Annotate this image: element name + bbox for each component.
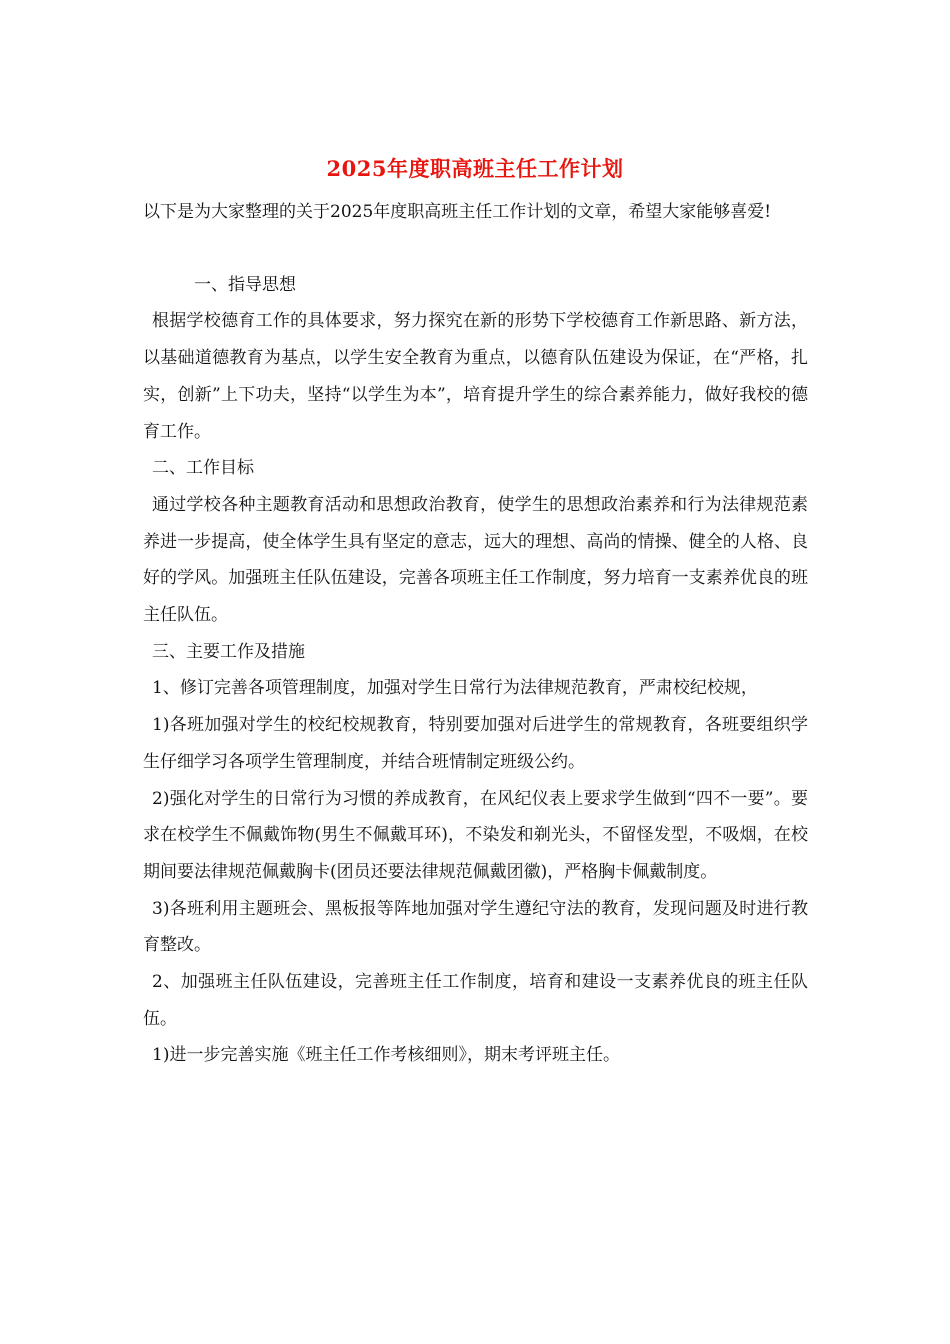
- document-title: 2025年度职高班主任工作计划: [326, 156, 624, 181]
- paragraph-spacer: [143, 231, 808, 267]
- document-body: [143, 194, 808, 1074]
- section-heading-guiding-thought: 一、指导思想: [194, 274, 296, 295]
- intro-paragraph: 以下是为大家整理的关于2025年度职高班主任工作计划的文章，希望大家能够喜爱!: [143, 202, 772, 222]
- list-item: 1、修订完善各项管理制度，加强对学生日常行为法律规范教育，严肃校纪校规，: [152, 678, 758, 699]
- list-item: 1)进一步完善实施《班主任工作考核细则》，期末考评班主任。: [152, 1045, 620, 1066]
- section-heading-work-goals: 二、工作目标: [152, 458, 254, 479]
- body-paragraph: 通过学校各种主题教育活动和思想政治教育，使学生的思想政治素养和行为法律规范素养进一步提高，使全体学生具有坚定的意志，远大的理想、高尚的情操、健全的人格、良好的学风。加强班主任队伍建设，完善各项班主任工作制度，努力培育一支素养优良的班主任队伍。: [143, 494, 808, 626]
- list-item: 2)强化对学生的日常行为习惯的养成教育，在风纪仪表上要求学生做到“四不一要”。要求在校学生不佩戴饰物(男生不佩戴耳环)，不染发和剃光头，不留怪发型，不吸烟，在校期间要法律规范佩戴胸卡(团员还要法律规范佩戴团徽)，严格胸卡佩戴制度。: [143, 788, 808, 882]
- list-item: 3)各班利用主题班会、黑板报等阵地加强对学生遵纪守法的教育，发现问题及时进行教育整改。: [143, 898, 808, 956]
- body-paragraph: 根据学校德育工作的具体要求，努力探究在新的形势下学校德育工作新思路、新方法，以基础道德教育为基点，以学生安全教育为重点，以德育队伍建设为保证，在“严格，扎实，创新”上下功夫，坚持“以学生为本”，培育提升学生的综合素养能力，做好我校的德育工作。: [143, 311, 808, 442]
- section-heading-main-measures: 三、主要工作及措施: [152, 641, 305, 662]
- list-item: 1)各班加强对学生的校纪校规教育，特别要加强对后进学生的常规教育，各班要组织学生仔细学习各项学生管理制度，并结合班情制定班级公约。: [143, 715, 808, 772]
- list-item: 2、加强班主任队伍建设，完善班主任工作制度，培育和建设一支素养优良的班主任队伍。: [143, 972, 808, 1029]
